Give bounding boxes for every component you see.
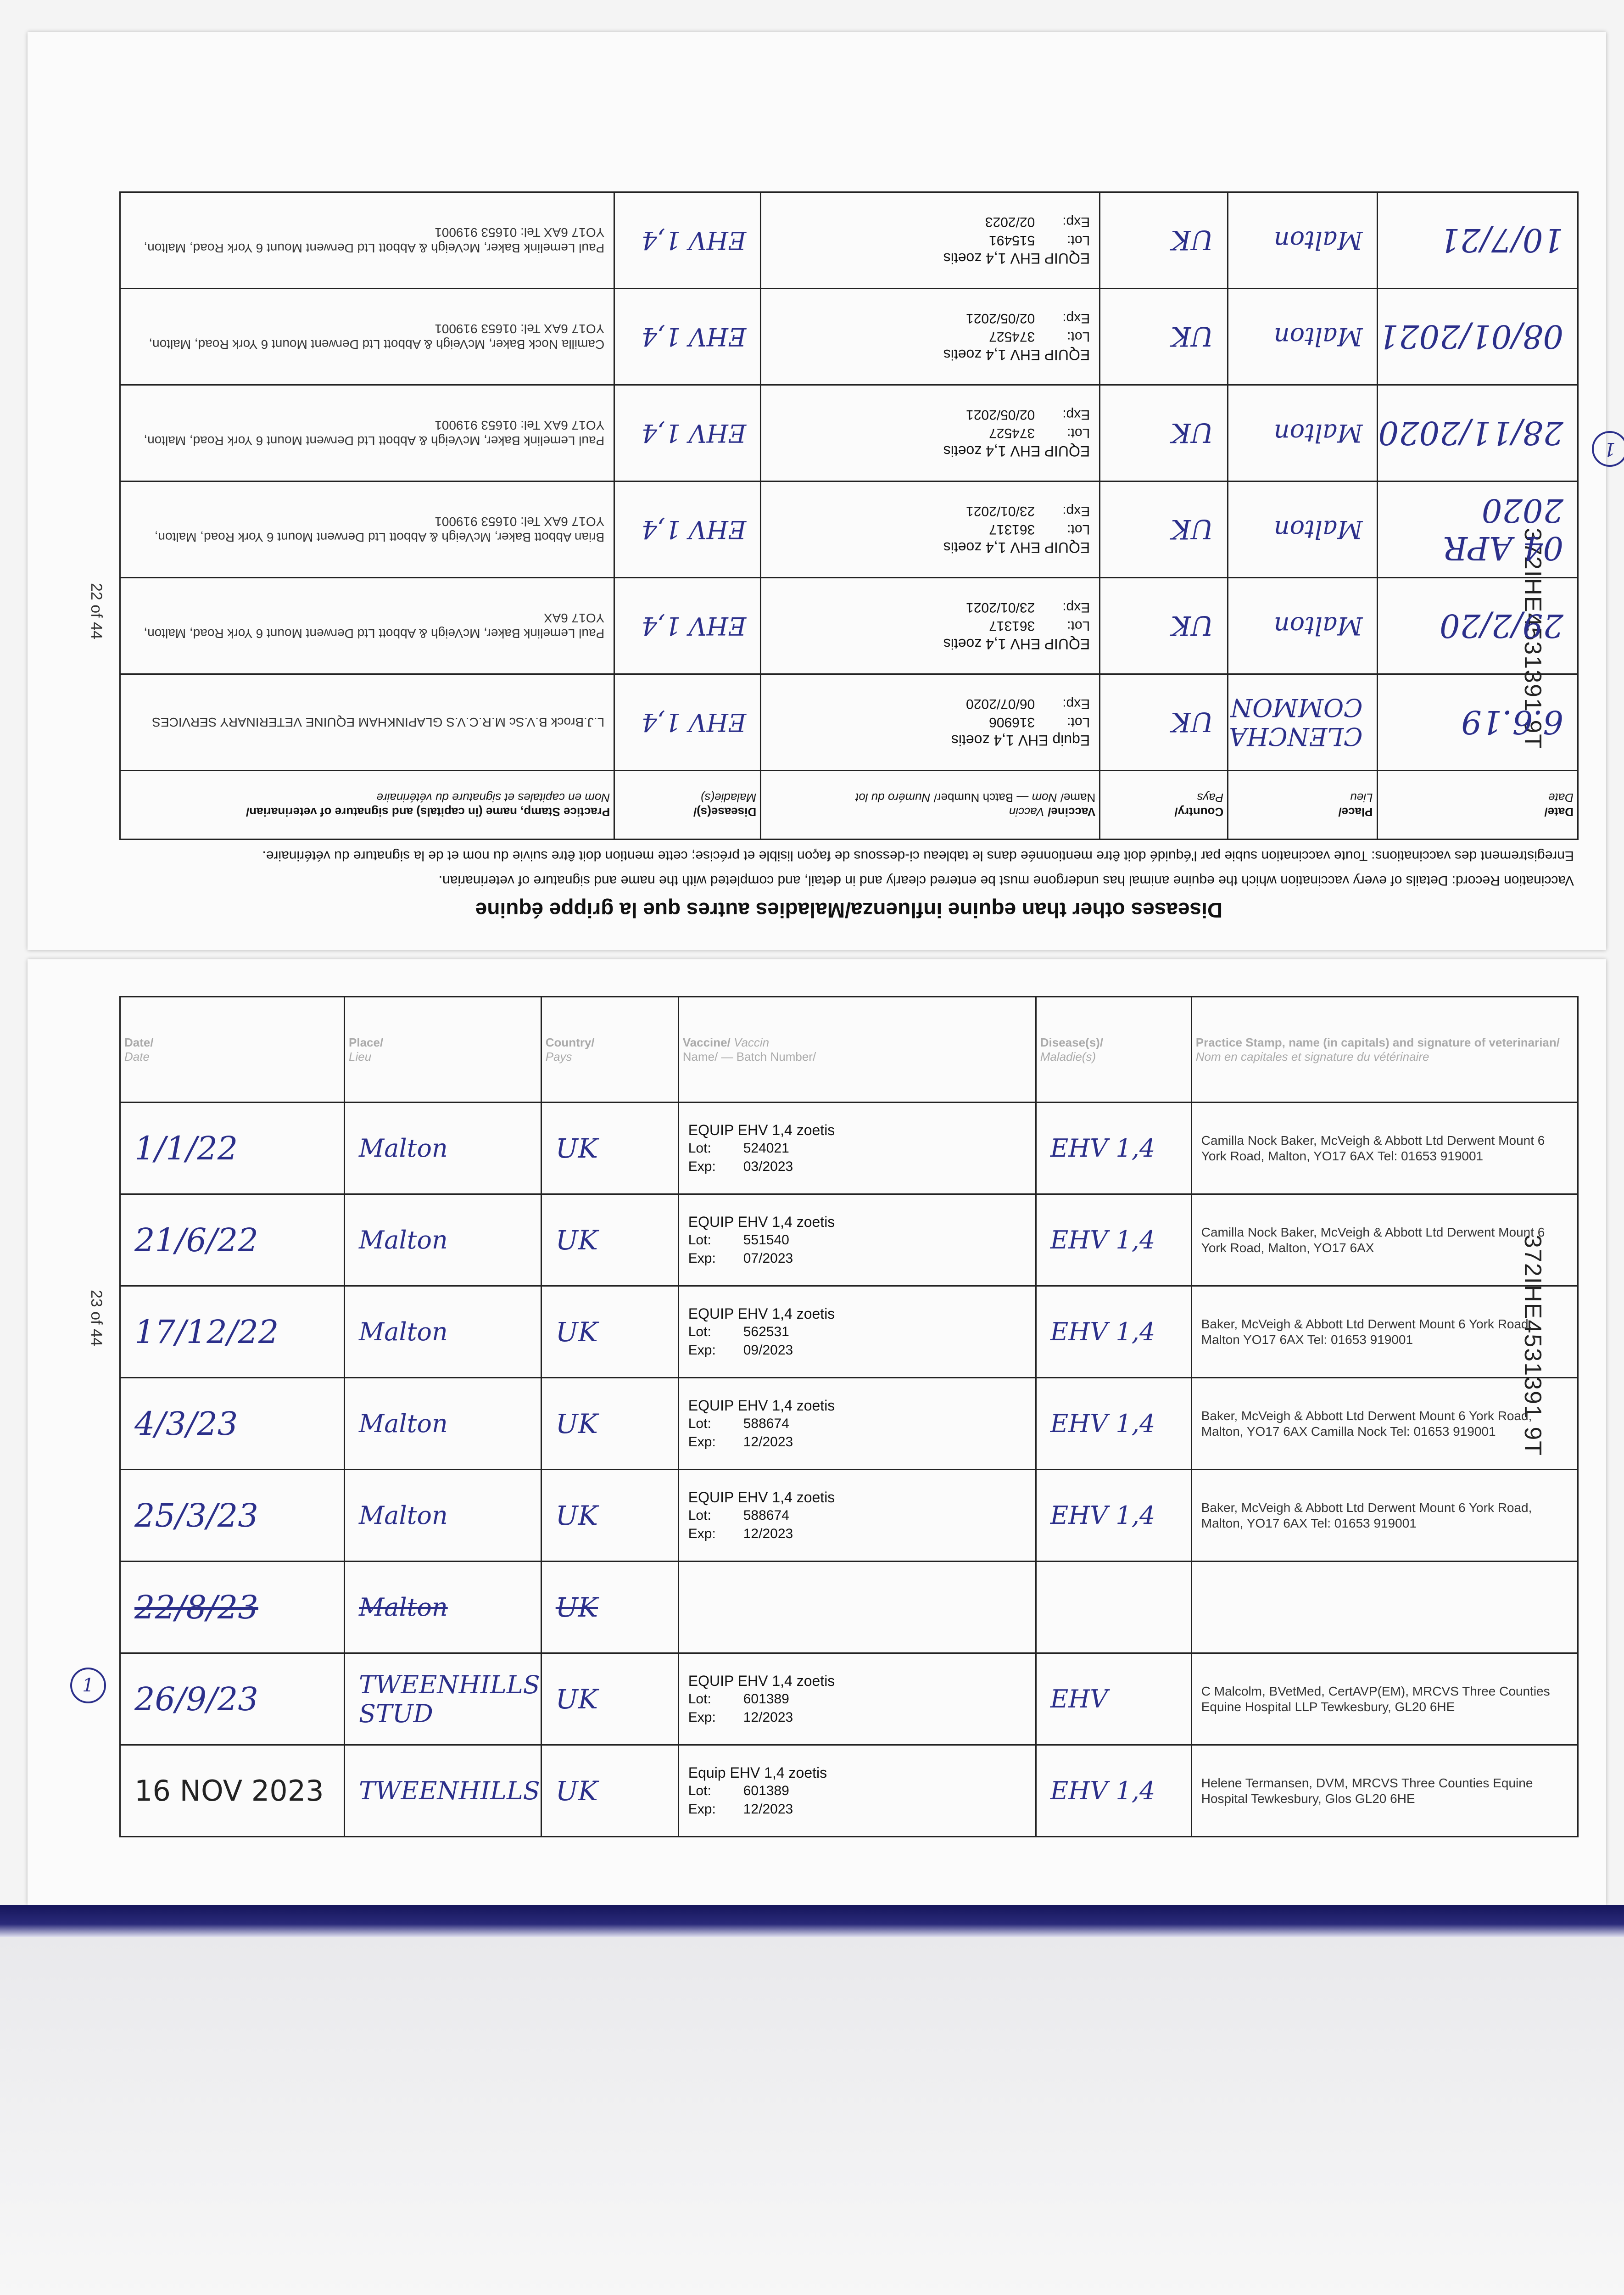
cell-disease: EHV 1,4	[1036, 1194, 1191, 1286]
cell-date: 10/7/21	[1377, 192, 1578, 289]
lot-value: 551540	[743, 1232, 789, 1248]
cell-place: Malton	[1228, 481, 1377, 578]
vaccine-lot-line	[688, 1139, 1026, 1158]
lot-label: Lot:	[1067, 425, 1090, 441]
vaccine-sticker	[761, 385, 1100, 481]
vaccine-sticker	[678, 1562, 1036, 1653]
cell-place: Malton	[345, 1103, 541, 1194]
cell-date: 08/01/2021	[1377, 289, 1578, 385]
cell-place: Malton	[345, 1470, 541, 1562]
table-row	[120, 1470, 1578, 1562]
header-vaccine: Vaccine/ Vaccin Name/ — Batch Number/	[678, 997, 1036, 1103]
passport-page-lower	[28, 959, 1606, 1905]
vaccine-exp-line	[770, 213, 1090, 231]
header-disease: Disease(s)/ Maladie(s)	[614, 771, 761, 840]
exp-label: Exp:	[1062, 407, 1090, 423]
cell-disease: EHV 1,4	[614, 674, 761, 771]
vaccine-sticker	[678, 1653, 1036, 1745]
header-place: Place/ Lieu	[1228, 771, 1377, 840]
cell-country: UK	[1100, 192, 1228, 289]
vaccine-exp-line	[688, 1158, 1026, 1176]
vaccine-exp-line	[688, 1249, 1026, 1268]
exp-label: Exp:	[688, 1342, 716, 1358]
exp-label: Exp:	[688, 1250, 716, 1266]
lot-label: Lot:	[688, 1507, 711, 1523]
lot-label: Lot:	[1067, 715, 1090, 730]
vaccine-name: EQUIP EHV 1,4 zoetis	[943, 347, 1090, 364]
vet-stamp: Camilla Nock Baker, McVeigh & Abbott Ltd Derwent Mount 6 York Road, Malton, YO17 6AX Tel: 01653 919001	[120, 289, 614, 385]
lot-label: Lot:	[1067, 329, 1090, 345]
vaccine-exp-line	[770, 309, 1090, 328]
vaccine-exp-line	[688, 1341, 1026, 1360]
vaccine-lot-line	[688, 1506, 1026, 1525]
vaccine-exp-line	[770, 599, 1090, 617]
exp-value: 12/2023	[743, 1526, 793, 1541]
header-vaccine: Vaccine/ Vaccin Name/ Nom — Batch Number/ Numéro du lot	[761, 771, 1100, 840]
page-title: Diseases other than equine influenza/Maladies autres que la grippe équine	[475, 898, 1223, 922]
passport-number: 372IHE4531391 9T	[1519, 528, 1546, 750]
vaccine-exp-line	[688, 1800, 1026, 1819]
cell-country: UK	[1100, 289, 1228, 385]
table-row	[120, 1378, 1578, 1470]
vaccine-sticker	[761, 481, 1100, 578]
lot-label: Lot:	[1067, 522, 1090, 537]
circled-marker: 1	[1592, 431, 1624, 467]
page-number: 23 of 44	[88, 1290, 105, 1346]
header-place: Place/ Lieu	[345, 997, 541, 1103]
exp-label: Exp:	[1062, 696, 1090, 712]
cell-disease: EHV 1,4	[1036, 1745, 1191, 1837]
vet-stamp: Paul Lemelink Baker, McVeigh & Abbott Ltd Derwent Mount 6 York Road, Malton, YO17 6AX	[120, 578, 614, 674]
vaccine-exp-line	[770, 695, 1090, 713]
cell-country: UK	[541, 1562, 678, 1653]
cell-country: UK	[541, 1653, 678, 1745]
cell-disease: EHV 1,4	[614, 481, 761, 578]
cell-disease: EHV 1,4	[1036, 1470, 1191, 1562]
table-row	[120, 578, 1578, 674]
cell-place: Malton	[1228, 192, 1377, 289]
vet-stamp: Paul Lemelink Baker, McVeigh & Abbott Ltd Derwent Mount 6 York Road, Malton, YO17 6AX Tel: 01653 919001	[120, 192, 614, 289]
vaccine-lot-line	[770, 521, 1090, 539]
cell-country: UK	[541, 1470, 678, 1562]
exp-value: 07/2023	[743, 1250, 793, 1266]
exp-value: 06/07/2020	[966, 696, 1035, 712]
vaccine-sticker	[761, 289, 1100, 385]
exp-label: Exp:	[688, 1526, 716, 1541]
lot-value: 361317	[989, 522, 1035, 537]
cell-disease: EHV 1,4	[614, 289, 761, 385]
lot-label: Lot:	[1067, 233, 1090, 248]
exp-label: Exp:	[688, 1159, 716, 1174]
cell-place: Malton	[345, 1286, 541, 1378]
lot-value: 601389	[743, 1783, 789, 1798]
vaccine-sticker	[761, 192, 1100, 289]
vet-stamp: Paul Lemelink Baker, McVeigh & Abbott Ltd Derwent Mount 6 York Road, Malton, YO17 6AX Tel: 01653 919001	[120, 385, 614, 481]
vaccine-sticker	[678, 1286, 1036, 1378]
vaccine-name: EQUIP EHV 1,4 zoetis	[688, 1121, 835, 1138]
lot-value: 601389	[743, 1691, 789, 1707]
vaccine-sticker	[678, 1194, 1036, 1286]
lot-label: Lot:	[688, 1416, 711, 1431]
vaccine-lot-line	[770, 424, 1090, 442]
vet-stamp: Camilla Nock Baker, McVeigh & Abbott Ltd Derwent Mount 6 York Road, Malton, YO17 6AX Tel: 01653 919001	[1191, 1103, 1578, 1194]
lot-label: Lot:	[688, 1232, 711, 1248]
vet-stamp: Helene Termansen, DVM, MRCVS Three Counties Equine Hospital Tewkesbury, Glos GL20 6HE	[1191, 1745, 1578, 1837]
vaccine-sticker	[678, 1103, 1036, 1194]
table-row	[120, 481, 1578, 578]
exp-value: 09/2023	[743, 1342, 793, 1358]
lot-value: 515491	[989, 233, 1035, 248]
cell-disease: EHV 1,4	[614, 578, 761, 674]
cell-disease: EHV 1,4	[1036, 1103, 1191, 1194]
vaccination-table	[119, 191, 1616, 840]
vet-stamp: L.J.Brock B.V.Sc M.R.C.V.S GLAPINKHAM EQUINE VETERINARY SERVICES	[120, 674, 614, 771]
vaccine-name: EQUIP EHV 1,4 zoetis	[688, 1397, 835, 1414]
header-date: Date/ Date	[120, 997, 345, 1103]
cell-date: 4/3/23	[120, 1378, 345, 1470]
exp-label: Exp:	[1062, 600, 1090, 616]
cell-date: 04 APR 2020	[1377, 481, 1578, 578]
note-fr: Enregistrement des vaccinations: Toute vaccination subie par l'équidé doit être mentionnée dans le tableau ci-dessous de façon lisible et précise; cette mention doit être suivie du nom et de la signature du vétérinaire.	[262, 848, 1574, 863]
vaccine-sticker	[678, 1745, 1036, 1837]
vaccine-name: EQUIP EHV 1,4 zoetis	[943, 636, 1090, 653]
cell-place: Malton	[1228, 578, 1377, 674]
vaccination-table-upside-down	[119, 147, 1616, 927]
vaccine-sticker	[678, 1378, 1036, 1470]
cell-place: Malton	[345, 1562, 541, 1653]
vaccine-exp-line	[688, 1433, 1026, 1451]
cell-disease: EHV 1,4	[1036, 1378, 1191, 1470]
vaccine-lot-line	[688, 1690, 1026, 1708]
vet-stamp: Camilla Nock Baker, McVeigh & Abbott Ltd Derwent Mount 6 York Road, Malton, YO17 6AX	[1191, 1194, 1578, 1286]
lot-value: 374527	[989, 425, 1035, 441]
vaccine-lot-line	[770, 617, 1090, 635]
vaccine-exp-line	[770, 502, 1090, 521]
vet-stamp: C Malcolm, BVetMed, CertAVP(EM), MRCVS Three Counties Equine Hospital LLP Tewkesbury, GL20 6HE	[1191, 1653, 1578, 1745]
exp-label: Exp:	[1062, 504, 1090, 519]
vaccine-sticker	[761, 578, 1100, 674]
lot-value: 524021	[743, 1140, 789, 1156]
exp-value: 12/2023	[743, 1801, 793, 1817]
exp-value: 23/01/2021	[966, 600, 1035, 616]
vaccine-lot-line	[688, 1231, 1026, 1249]
cell-disease: EHV 1,4	[614, 385, 761, 481]
table-row	[120, 1745, 1578, 1837]
cell-place: TWEENHILLS	[345, 1745, 541, 1837]
cell-disease: EHV 1,4	[1036, 1286, 1191, 1378]
exp-label: Exp:	[688, 1434, 716, 1450]
exp-value: 02/2023	[985, 214, 1035, 230]
lot-label: Lot:	[688, 1140, 711, 1156]
cell-disease: EHV	[1036, 1653, 1191, 1745]
header-disease: Disease(s)/ Maladie(s)	[1036, 997, 1191, 1103]
passport-binding	[0, 1905, 1624, 1937]
exp-label: Exp:	[688, 1709, 716, 1725]
cell-date: 6.6.19	[1377, 674, 1578, 771]
cell-country: UK	[541, 1194, 678, 1286]
cell-country: UK	[541, 1378, 678, 1470]
vaccine-lot-line	[688, 1782, 1026, 1800]
exp-label: Exp:	[688, 1801, 716, 1817]
cell-disease	[1036, 1562, 1191, 1653]
cell-country: UK	[541, 1745, 678, 1837]
vaccine-lot-line	[770, 713, 1090, 732]
vaccine-lot-line	[770, 231, 1090, 250]
header-date: Date/ Date	[1377, 771, 1578, 840]
lot-value: 562531	[743, 1324, 789, 1339]
cell-date: 25/3/23	[120, 1470, 345, 1562]
header-stamp: Practice Stamp, name (in capitals) and signature of veterinarian/ Nom en capitales et signature du vétérinaire	[1191, 997, 1578, 1103]
vet-stamp: Baker, McVeigh & Abbott Ltd Derwent Mount 6 York Road, Malton YO17 6AX Tel: 01653 919001	[1191, 1286, 1578, 1378]
exp-value: 23/01/2021	[966, 504, 1035, 519]
cell-date: 22/8/23	[120, 1562, 345, 1653]
table-row	[120, 289, 1578, 385]
page-number: 22 of 44	[88, 583, 105, 639]
circled-marker: 1	[70, 1668, 106, 1703]
vaccine-lot-line	[688, 1415, 1026, 1433]
exp-value: 03/2023	[743, 1159, 793, 1174]
cell-date: 29/2/20	[1377, 578, 1578, 674]
table-row	[120, 385, 1578, 481]
cell-disease: EHV 1,4	[614, 192, 761, 289]
scan-background	[0, 1937, 1624, 2295]
vet-stamp: Baker, McVeigh & Abbott Ltd Derwent Mount 6 York Road, Malton, YO17 6AX Tel: 01653 919001	[1191, 1470, 1578, 1562]
note-en: Vaccination Record: Details of every vaccination which the equine animal has undergone must be entered clearly and in detail, and completed with the name and signature of veterinarian.	[438, 873, 1574, 888]
exp-value: 12/2023	[743, 1434, 793, 1450]
cell-date: 17/12/22	[120, 1286, 345, 1378]
table-row	[120, 1103, 1578, 1194]
vaccine-name: Equip EHV 1,4 zoetis	[951, 732, 1090, 749]
vaccine-name: EQUIP EHV 1,4 zoetis	[688, 1489, 835, 1506]
cell-country: UK	[1100, 481, 1228, 578]
lot-label: Lot:	[1067, 618, 1090, 634]
lot-value: 361317	[989, 618, 1035, 634]
table-row	[120, 674, 1578, 771]
passport-page-upper	[28, 32, 1616, 950]
table-row	[120, 192, 1578, 289]
cell-date: 21/6/22	[120, 1194, 345, 1286]
vaccine-name: EQUIP EHV 1,4 zoetis	[688, 1672, 835, 1689]
vet-stamp: Brian Abbott Baker, McVeigh & Abbott Ltd Derwent Mount 6 York Road, Malton, YO17 6AX Tel: 01653 919001	[120, 481, 614, 578]
cell-date: 16 NOV 2023	[120, 1745, 345, 1837]
cell-place: Malton	[1228, 385, 1377, 481]
cell-country: UK	[541, 1103, 678, 1194]
vaccine-lot-line	[770, 328, 1090, 346]
exp-value: 12/2023	[743, 1709, 793, 1725]
vaccine-name: EQUIP EHV 1,4 zoetis	[943, 539, 1090, 556]
vaccine-name: EQUIP EHV 1,4 zoetis	[943, 443, 1090, 460]
cell-country: UK	[1100, 578, 1228, 674]
vaccine-name: EQUIP EHV 1,4 zoetis	[688, 1213, 835, 1230]
cell-country: UK	[1100, 385, 1228, 481]
table-row	[120, 1562, 1578, 1653]
cell-date: 28/11/2020 1	[1377, 385, 1578, 481]
header-country: Country/ Pays	[1100, 771, 1228, 840]
cell-place: TWEENHILLS STUD	[345, 1653, 541, 1745]
passport-number: 372IHE4531391 9T	[1519, 1235, 1546, 1457]
lot-label: Lot:	[688, 1691, 711, 1707]
header-stamp: Practice Stamp, name (in capitals) and signature of veterinarian/ Nom en capitales et signature du vétérinaire	[120, 771, 614, 840]
lot-value: 316906	[989, 715, 1035, 730]
cell-country: UK	[1100, 674, 1228, 771]
vaccine-lot-line	[688, 1323, 1026, 1341]
vaccine-name: Equip EHV 1,4 zoetis	[688, 1764, 827, 1781]
exp-value: 02/05/2021	[966, 407, 1035, 423]
cell-place: CLENCHA COMMON	[1228, 674, 1377, 771]
exp-label: Exp:	[1062, 311, 1090, 326]
table-row	[120, 1286, 1578, 1378]
exp-label: Exp:	[1062, 214, 1090, 230]
vaccine-exp-line	[688, 1708, 1026, 1727]
vet-stamp	[1191, 1562, 1578, 1653]
cell-place: Malton	[345, 1194, 541, 1286]
lot-value: 588674	[743, 1416, 789, 1431]
lot-label: Lot:	[688, 1783, 711, 1798]
cell-place: Malton	[1228, 289, 1377, 385]
cell-country: UK	[541, 1286, 678, 1378]
vaccine-sticker	[678, 1470, 1036, 1562]
vaccine-name: EQUIP EHV 1,4 zoetis	[688, 1305, 835, 1322]
exp-value: 02/05/2021	[966, 311, 1035, 326]
lot-value: 374527	[989, 329, 1035, 345]
lot-value: 588674	[743, 1507, 789, 1523]
cell-date: 26/9/23 1	[120, 1653, 345, 1745]
vet-stamp: Baker, McVeigh & Abbott Ltd Derwent Mount 6 York Road, Malton, YO17 6AX Camilla Nock Tel: 01653 919001	[1191, 1378, 1578, 1470]
vaccine-exp-line	[770, 406, 1090, 424]
vaccine-sticker	[761, 674, 1100, 771]
table-row	[120, 1653, 1578, 1745]
header-country: Country/ Pays	[541, 997, 678, 1103]
lot-label: Lot:	[688, 1324, 711, 1339]
vaccine-exp-line	[688, 1525, 1026, 1543]
table-row	[120, 1194, 1578, 1286]
cell-date: 1/1/22	[120, 1103, 345, 1194]
vaccine-name: EQUIP EHV 1,4 zoetis	[943, 250, 1090, 267]
cell-place: Malton	[345, 1378, 541, 1470]
